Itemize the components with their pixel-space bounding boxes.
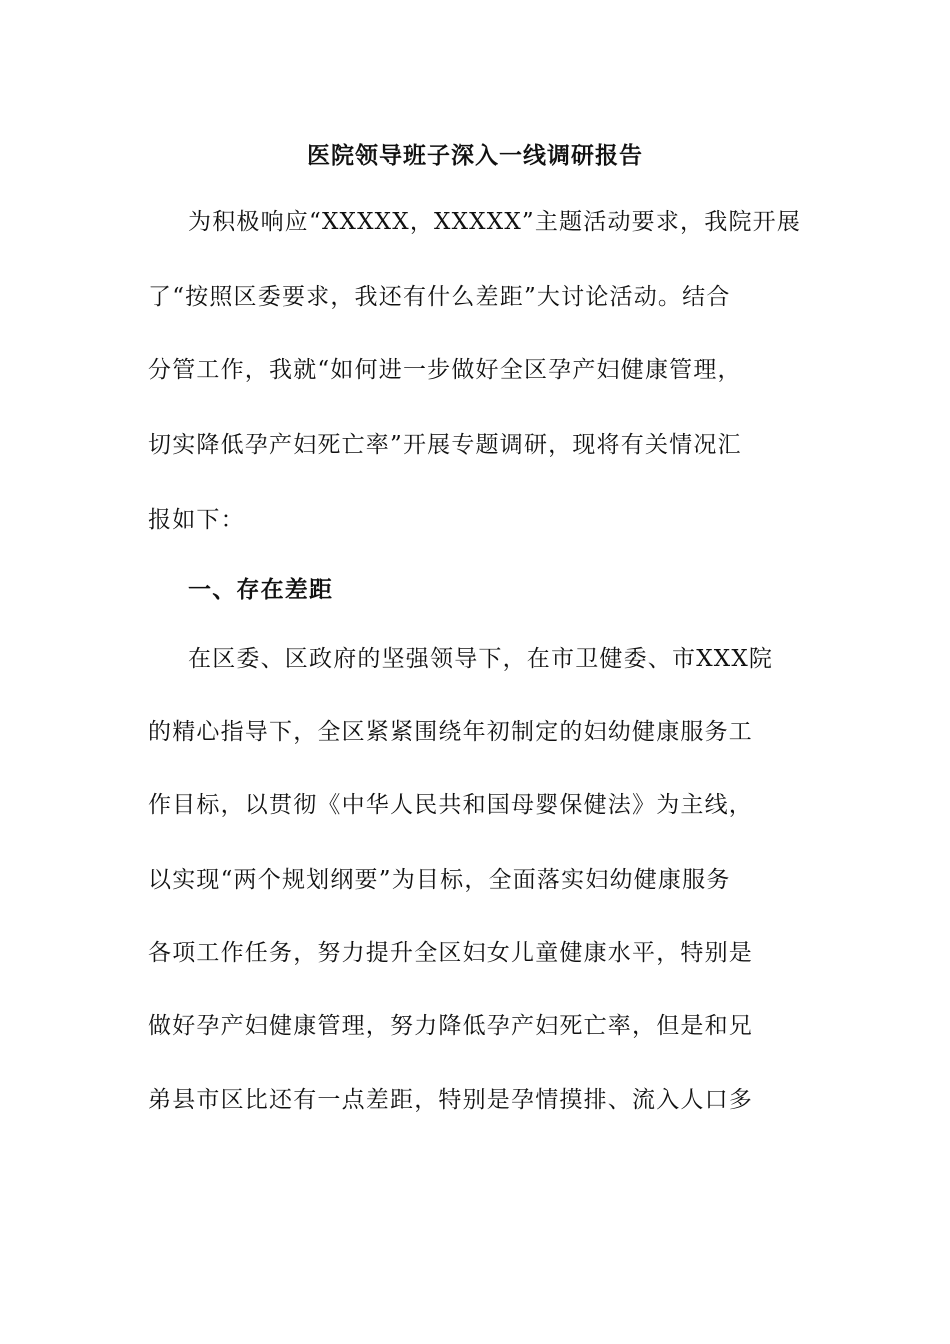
section-paragraph-line: 以实现“两个规划纲要”为目标，全面落实妇幼健康服务 [148,867,731,893]
intro-paragraph-line: 了“按照区委要求，我还有什么差距”大讨论活动。结合 [148,284,731,310]
section-paragraph-line: 在区委、区政府的坚强领导下，在市卫健委、市XXX院 [188,646,774,672]
section-paragraph-line: 做好孕产妇健康管理，努力降低孕产妇死亡率，但是和兄 [148,1013,753,1039]
document-title: 医院领导班子深入一线调研报告 [307,142,643,169]
intro-paragraph-line: 分管工作，我就“如何进一步做好全区孕产妇健康管理， [148,357,742,383]
section-paragraph-line: 作目标，以贯彻《中华人民共和国母婴保健法》为主线， [148,792,753,818]
section-heading: 一、存在差距 [188,576,334,603]
intro-paragraph-line: 报如下： [148,507,245,533]
intro-paragraph-line: 切实降低孕产妇死亡率”开展专题调研，现将有关情况汇 [148,432,742,458]
section-paragraph-line: 各项工作任务，努力提升全区妇女儿童健康水平，特别是 [148,940,753,966]
intro-paragraph-line: 为积极响应“XXXXX，XXXXX”主题活动要求，我院开展 [188,209,802,235]
section-paragraph-line: 弟县市区比还有一点差距，特别是孕情摸排、流入人口多 [148,1087,753,1113]
section-paragraph-line: 的精心指导下，全区紧紧围绕年初制定的妇幼健康服务工 [148,719,753,745]
